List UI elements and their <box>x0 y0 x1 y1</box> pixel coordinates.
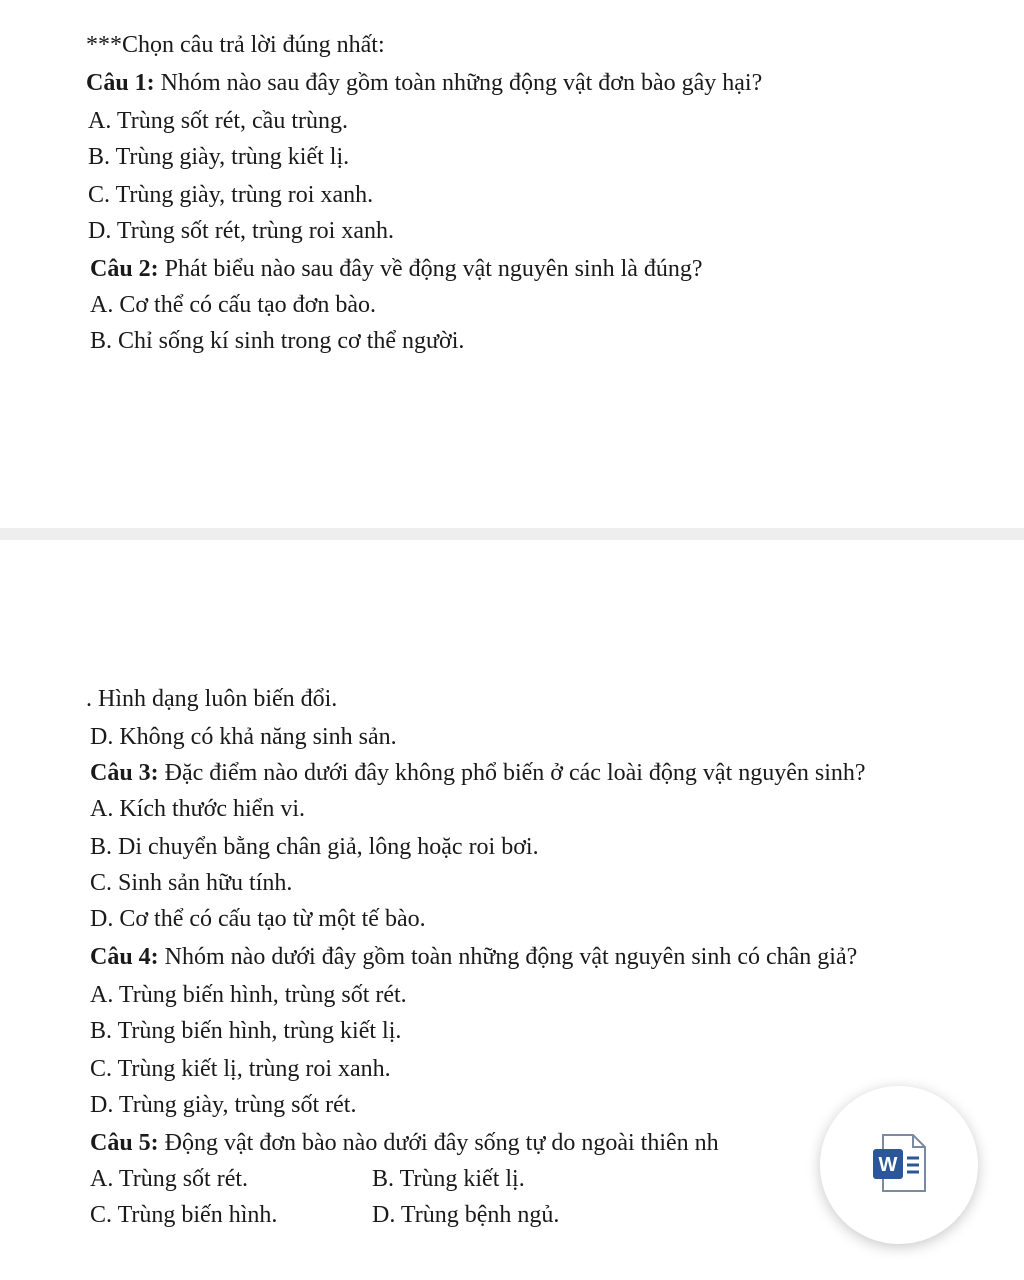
word-letter: W <box>878 1154 898 1176</box>
q4-option-a: A. Trùng biến hình, trùng sốt rét. <box>90 982 407 1008</box>
word-export-button[interactable] <box>820 1086 978 1244</box>
question-4 <box>90 942 857 972</box>
question-2-label: Câu 2: <box>90 256 159 282</box>
question-2-text: Phát biểu nào sau đây về động vật nguyên sinh là đúng? <box>158 256 703 282</box>
q3-option-b: B. Di chuyển bằng chân giả, lông hoặc roi bơi. <box>90 834 539 860</box>
question-2 <box>90 254 703 284</box>
word-document-icon <box>869 1131 929 1195</box>
q2-option-d: D. Không có khả năng sinh sản. <box>90 724 397 750</box>
question-5-label: Câu 5: <box>90 1130 159 1156</box>
question-5-text: Động vật đơn bào nào dưới đây sống tự do ngoài thiên nh <box>158 1130 719 1156</box>
question-3 <box>90 758 866 788</box>
q2-option-c: . Hình dạng luôn biến đổi. <box>86 686 338 712</box>
question-1-label: Câu 1: <box>86 70 155 96</box>
q3-option-c: C. Sinh sản hữu tính. <box>90 870 293 896</box>
page-separator <box>0 528 1024 540</box>
q4-option-c: C. Trùng kiết lị, trùng roi xanh. <box>90 1056 391 1082</box>
q2-option-a: A. Cơ thể có cấu tạo đơn bào. <box>90 292 376 318</box>
q1-option-d: D. Trùng sốt rét, trùng roi xanh. <box>88 218 394 244</box>
question-1-text: Nhóm nào sau đây gồm toàn những động vật đơn bào gây hại? <box>154 70 763 96</box>
q2-option-b: B. Chỉ sống kí sinh trong cơ thể người. <box>90 328 465 354</box>
q5-option-c: C. Trùng biến hình. <box>90 1202 278 1228</box>
q5-option-b: B. Trùng kiết lị. <box>372 1166 525 1192</box>
question-5 <box>90 1128 719 1158</box>
question-3-text: Đặc điểm nào dưới đây không phổ biến ở các loài động vật nguyên sinh? <box>158 760 866 786</box>
q1-option-b: B. Trùng giày, trùng kiết lị. <box>88 144 350 170</box>
question-1 <box>86 68 762 98</box>
q3-option-d: D. Cơ thể có cấu tạo từ một tế bào. <box>90 906 426 932</box>
q3-option-a: A. Kích thước hiển vi. <box>90 796 305 822</box>
question-4-label: Câu 4: <box>90 944 159 970</box>
q4-option-d: D. Trùng giày, trùng sốt rét. <box>90 1092 357 1118</box>
question-3-label: Câu 3: <box>90 760 159 786</box>
q1-option-c: C. Trùng giày, trùng roi xanh. <box>88 182 374 208</box>
q5-option-a: A. Trùng sốt rét. <box>90 1166 249 1192</box>
q5-option-d: D. Trùng bệnh ngủ. <box>372 1202 560 1228</box>
q1-option-a: A. Trùng sốt rét, cầu trùng. <box>88 108 348 134</box>
instruction-header: ***Chọn câu trả lời đúng nhất: <box>86 32 385 58</box>
q4-option-b: B. Trùng biến hình, trùng kiết lị. <box>90 1018 402 1044</box>
question-4-text: Nhóm nào dưới đây gồm toàn những động vật nguyên sinh có chân giả? <box>158 944 858 970</box>
